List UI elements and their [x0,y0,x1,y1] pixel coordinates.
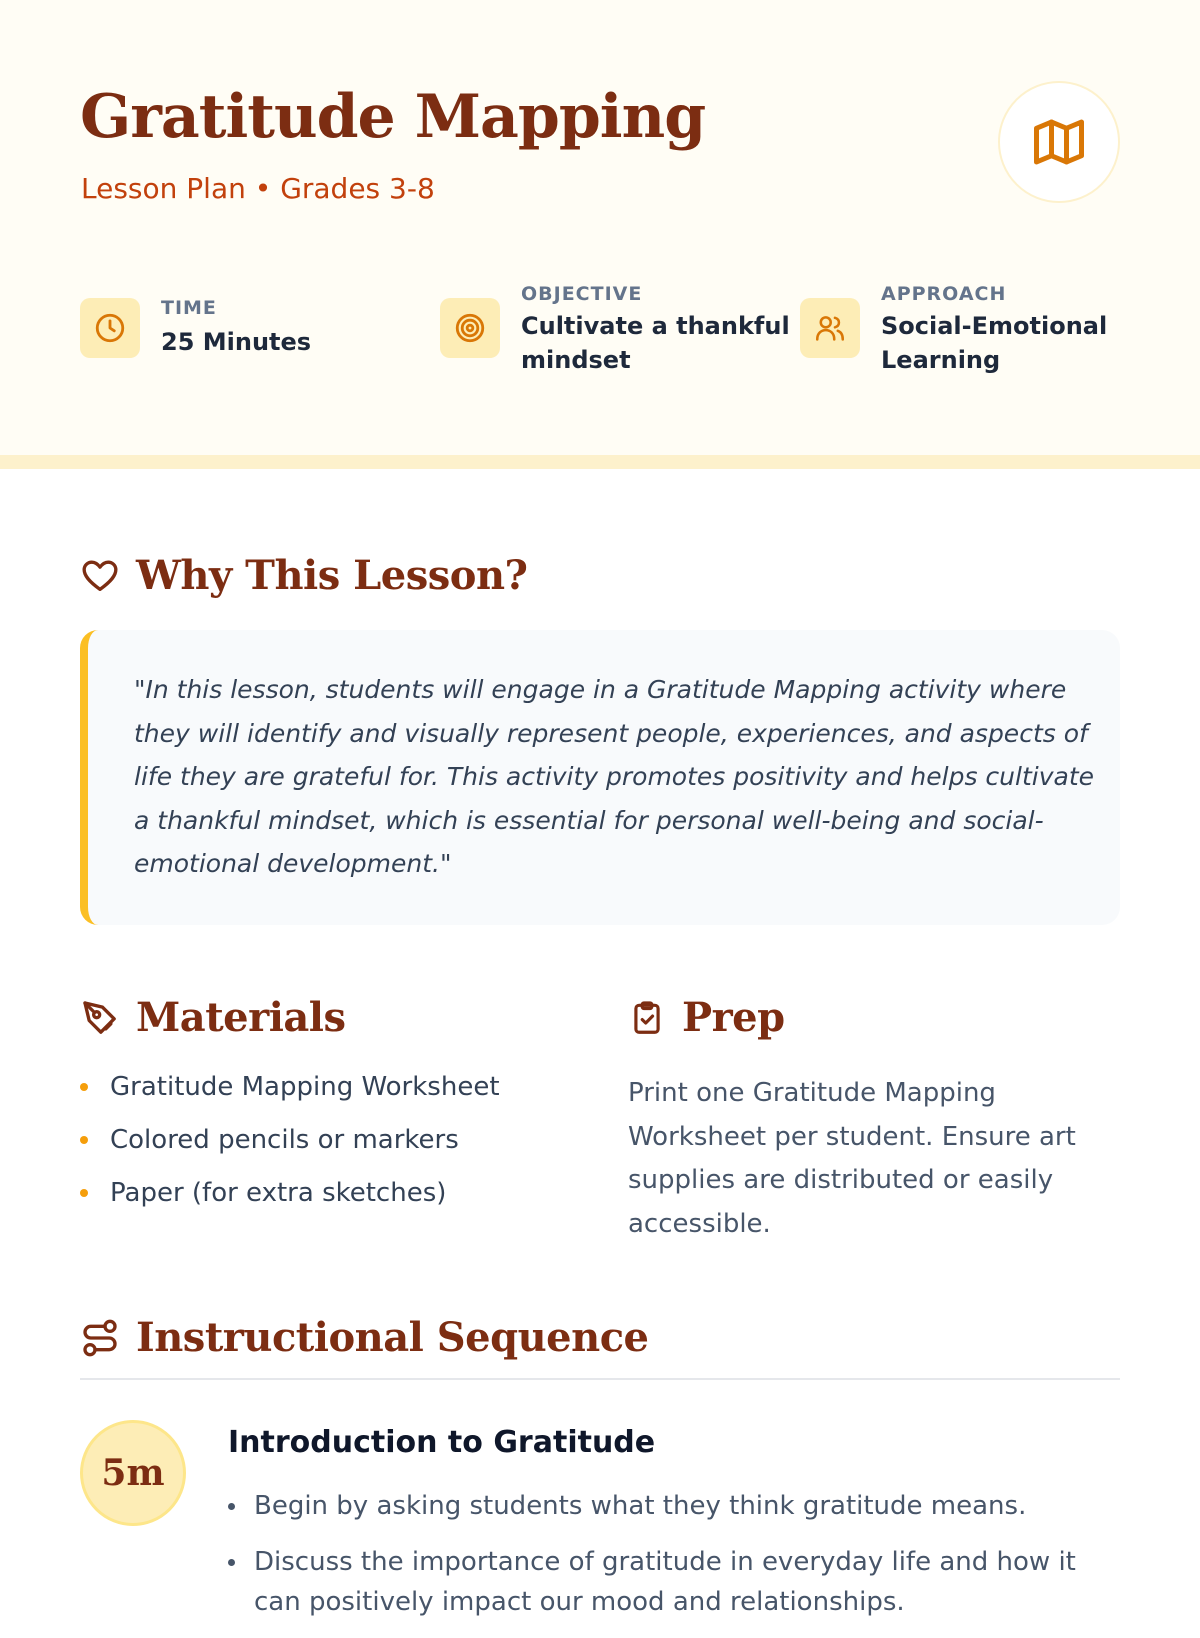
heart-icon [80,556,120,596]
approach-meta-icon-box [800,298,860,358]
page-title: Gratitude Mapping [80,82,706,152]
step-bullets [228,1486,1128,1638]
time-meta-icon-box [80,298,140,358]
materials-list [80,1070,500,1229]
map-icon [1029,112,1089,172]
prep-section-title: Prep [682,994,785,1041]
lesson-rationale-quote [80,630,1120,925]
lesson-subtitle [81,172,435,205]
approach-value-line1: Social-Emotional [881,312,1108,340]
materials-section-title: Materials [136,994,346,1041]
approach-label: APPROACH [881,283,1007,305]
materials-section-heading [80,994,346,1041]
lesson-type: Lesson Plan [81,172,246,205]
time-label: TIME [161,297,217,319]
rationale-text: "In this lesson, students will engage in a Gratitude Mapping activity where they will identify and visually represent people, experiences, and aspects of life they are grateful for. This activity promotes positivity and helps cultivate a thankful mindset, which is essential for personal well-being and social-emotional development." [134,675,1094,878]
clock-icon [93,311,127,345]
header-divider-bar [0,455,1200,469]
list-item: Paper (for extra sketches) [80,1176,500,1229]
objective-value-line2: mindset [521,346,631,374]
sequence-section-heading [80,1314,649,1361]
list-item: Discuss the importance of gratitude in everyday life and how it can positively impact our mood and relationships. [228,1542,1128,1622]
list-item: Gratitude Mapping Worksheet [80,1070,500,1123]
map-badge [998,81,1120,203]
approach-value-line2: Learning [881,346,1001,374]
objective-meta-icon-box [440,298,500,358]
list-item: Colored pencils or markers [80,1123,500,1176]
why-section-title: Why This Lesson? [136,552,528,599]
time-value: 25 Minutes [161,328,312,356]
subtitle-separator: • [254,172,272,205]
sequence-section-title: Instructional Sequence [136,1314,649,1361]
objective-label: OBJECTIVE [521,283,643,305]
route-icon [80,1318,120,1358]
users-icon [813,311,847,345]
prep-instructions: Print one Gratitude Mapping Worksheet per student. Ensure art supplies are distributed or easily accessible. [628,1078,1076,1239]
target-icon [453,311,487,345]
step-duration-badge: 5m [80,1420,186,1526]
section-divider [80,1378,1120,1380]
why-section-heading [80,552,527,599]
lesson-header [0,0,1200,455]
pen-tool-icon [80,998,120,1038]
list-item: Begin by asking students what they think gratitude means. [228,1486,1128,1526]
clipboard-check-icon [628,998,666,1038]
step-title: Introduction to Gratitude [228,1425,656,1460]
objective-value-line1: Cultivate a thankful [521,312,790,340]
lesson-grades: Grades 3-8 [280,172,435,205]
prep-section-heading [628,994,785,1041]
